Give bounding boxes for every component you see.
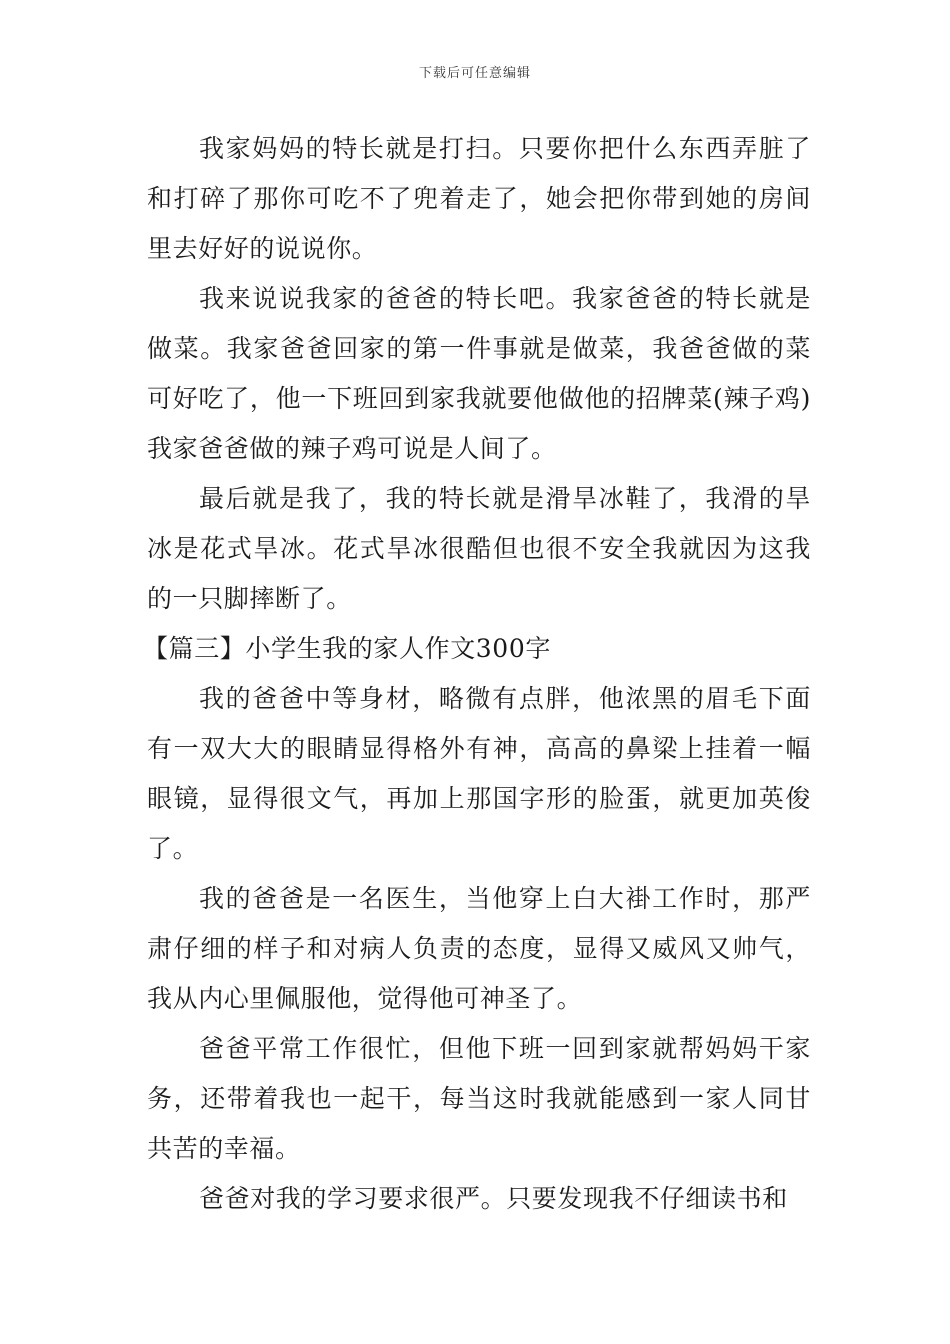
document-body (143, 124, 811, 1224)
paragraph-father-doctor: 我的爸爸是一名医生，当他穿上白大褂工作时，那严肃仔细的样子和对病人负责的态度，显得又威风又帅气，我从内心里佩服他，觉得他可神圣了。 (147, 884, 811, 1013)
paragraph-mother-specialty: 我家妈妈的特长就是打扫。只要你把什么东西弄脏了和打碎了那你可吃不了兜着走了，她会把你带到她的房间里去好好的说说你。 (147, 134, 811, 263)
paragraph-father-specialty: 我来说说我家的爸爸的特长吧。我家爸爸的特长就是做菜。我家爸爸回家的第一件事就是做菜，我爸爸做的菜可好吃了，他一下班回到家我就要他做他的招牌菜(辣子鸡)我家爸爸做的辣子鸡可说是人间了。 (147, 284, 811, 463)
paragraph-my-specialty: 最后就是我了，我的特长就是滑旱冰鞋了，我滑的旱冰是花式旱冰。花式旱冰很酷但也很不安全我就因为这我的一只脚摔断了。 (147, 484, 811, 613)
paragraph-father-strict: 爸爸对我的学习要求很严。只要发现我不仔细读书和 (199, 1184, 788, 1213)
section-heading: 【篇三】小学生我的家人作文300字 (143, 634, 551, 663)
page-header-note: 下载后可任意编辑 (418, 66, 531, 81)
paragraph-father-housework: 爸爸平常工作很忙，但他下班一回到家就帮妈妈干家务，还带着我也一起干，每当这时我就能感到一家人同甘共苦的幸福。 (147, 1034, 811, 1163)
paragraph-father-appearance: 我的爸爸中等身材，略微有点胖，他浓黑的眉毛下面有一双大大的眼睛显得格外有神，高高的鼻梁上挂着一幅眼镜，显得很文气，再加上那国字形的脸蛋，就更加英俊了。 (147, 684, 811, 863)
